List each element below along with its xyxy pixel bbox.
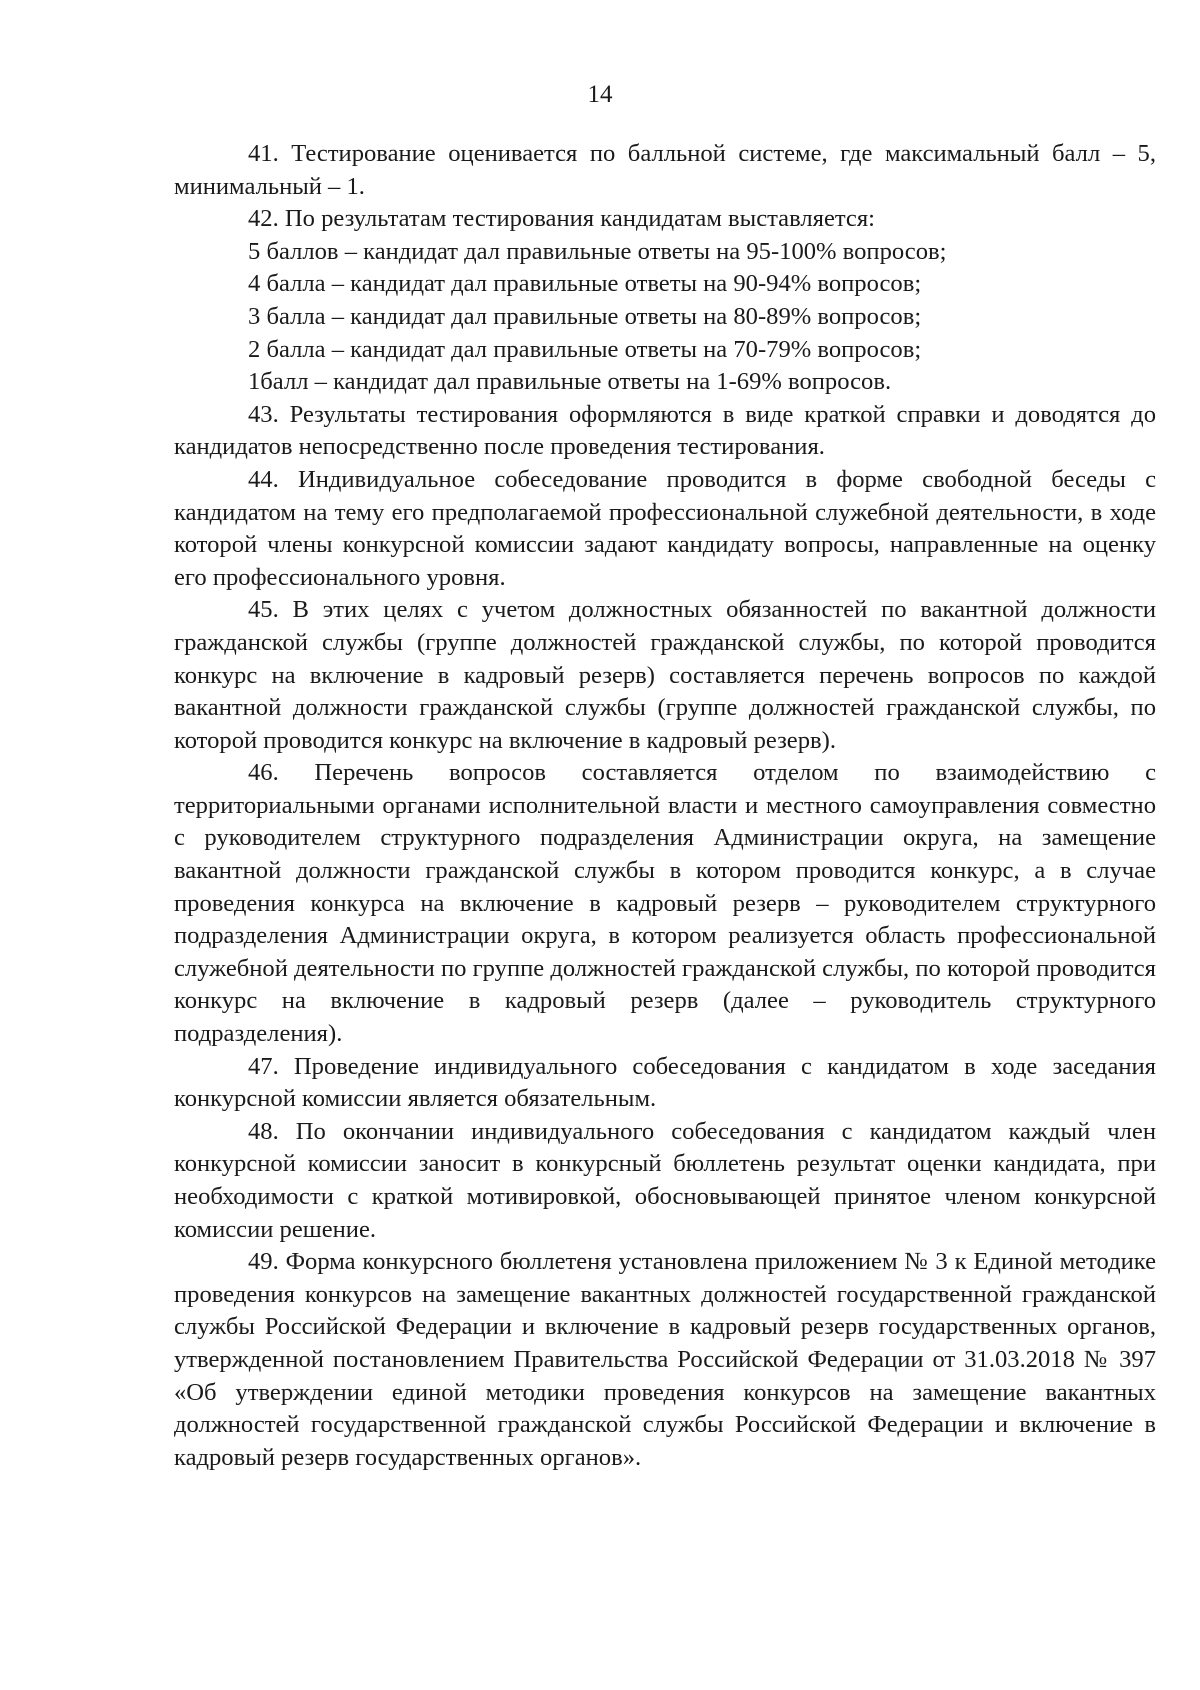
paragraph-47: 47. Проведение индивидуального собеседования с кандидатом в ходе заседания конкурсной комиссии является обязательным. xyxy=(174,1052,1156,1113)
score-4-item: 4 балла – кандидат дал правильные ответы на 90-94% вопросов; xyxy=(248,270,922,298)
score-5-item: 5 баллов – кандидат дал правильные ответы на 95-100% вопросов; xyxy=(248,237,947,265)
paragraph-45: 45. В этих целях с учетом должностных обязанностей по вакантной должности гражданской службы (группе должностей гражданской службы, по которой проводится конкурс на включение в кадровый резерв) составляется перечень вопросов по каждой вакантной должности гражданской службы (группе должностей гражданской службы, по которой проводится конкурс на включение в кадровый резерв). xyxy=(174,596,1156,754)
score-1-item: 1балл – кандидат дал правильные ответы на 1-69% вопросов. xyxy=(248,368,892,396)
paragraph-46: 46. Перечень вопросов составляется отделом по взаимодействию с территориальными органами исполнительной власти и местного самоуправления совместно с руководителем структурного подразделения Администрации округа, на замещение вакантной должности гражданской службы в котором проводится конкурс, а в случае проведения конкурса на включение в кадровый резерв – руководителем структурного подразделения Администрации округа, в котором реализуется область профессиональной служебной деятельности по группе должностей гражданской службы, по которой проводится конкурс на включение в кадровый резерв (далее – руководитель структурного подразделения). xyxy=(174,759,1156,1048)
score-2-item: 2 балла – кандидат дал правильные ответы на 70-79% вопросов; xyxy=(248,335,922,363)
paragraph-49: 49. Форма конкурсного бюллетеня установлена приложением № 3 к Единой методике проведения конкурсов на замещение вакантных должностей государственной гражданской службы Российской Федерации и включение в кадровый резерв государственных органов, утвержденной постановлением Правительства Российской Федерации от 31.03.2018 № 397 «Об утверждении единой методики проведения конкурсов на замещение вакантных должностей государственной гражданской службы Российской Федерации и включение в кадровый резерв государственных органов». xyxy=(174,1248,1156,1471)
paragraph-48: 48. По окончании индивидуального собеседования с кандидатом каждый член конкурсной комиссии заносит в конкурсный бюллетень результат оценки кандидата, при необходимости с краткой мотивировкой, обосновывающей принятое членом конкурсной комиссии решение. xyxy=(174,1117,1156,1243)
score-3-item: 3 балла – кандидат дал правильные ответы на 80-89% вопросов; xyxy=(248,302,922,330)
paragraph-41: 41. Тестирование оценивается по балльной системе, где максимальный балл – 5, минимальный – 1. xyxy=(174,140,1156,200)
paragraph-44: 44. Индивидуальное собеседование проводится в форме свободной беседы с кандидатом на тему его предполагаемой профессиональной служебной деятельности, в ходе которой члены конкурсной комиссии задают кандидату вопросы, направленные на оценку его профессионального уровня. xyxy=(174,465,1156,591)
paragraph-43: 43. Результаты тестирования оформляются в виде краткой справки и доводятся до кандидатов непосредственно после проведения тестирования. xyxy=(174,400,1156,461)
page-number: 14 xyxy=(587,81,613,108)
paragraph-42: 42. По результатам тестирования кандидатам выставляется: xyxy=(248,205,875,233)
document-body xyxy=(174,138,1156,1474)
